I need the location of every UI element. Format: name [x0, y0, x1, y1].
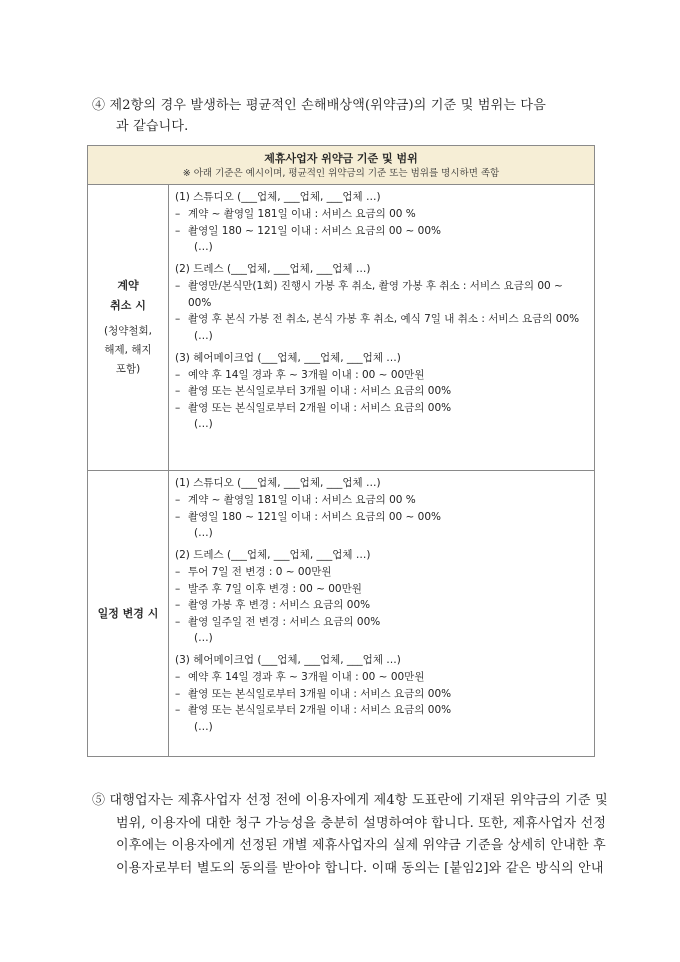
- dash-bullet-icon: –: [175, 280, 181, 292]
- penalty-item-text: 계약 ~ 촬영일 181일 이내 : 서비스 요금의 00 %: [188, 208, 416, 220]
- row-content-reschedule: [169, 471, 595, 757]
- penalty-item-text: 촬영 또는 본식일로부터 3개월 이내 : 서비스 요금의 00%: [188, 687, 452, 700]
- penalty-item-text: 예약 후 14일 경과 후 ~ 3개월 이내 : 00 ~ 00만원: [188, 368, 425, 381]
- row-label-cancel: [88, 185, 169, 471]
- dash-bullet-icon: –: [175, 599, 181, 611]
- dash-bullet-icon: –: [175, 368, 181, 381]
- dash-bullet-icon: –: [175, 401, 181, 414]
- dash-bullet-icon: –: [175, 704, 181, 716]
- vendor-section-title: (3) 헤어메이크업 (___업체, ___업체, ___업체 …): [175, 351, 401, 364]
- penalty-item-text: 촬영 일주일 전 변경 : 서비스 요금의 00%: [188, 615, 381, 628]
- dash-bullet-icon: –: [175, 615, 181, 628]
- ellipsis-note: (…): [194, 720, 213, 733]
- ellipsis-note: (…): [194, 241, 213, 253]
- penalty-table: [87, 145, 595, 757]
- vendor-section: [175, 189, 588, 255]
- penalty-item-text: 촬영 또는 본식일로부터 2개월 이내 : 서비스 요금의 00%: [188, 704, 452, 716]
- row-content-cancel: [169, 185, 595, 471]
- table-header: [88, 146, 595, 185]
- ellipsis-note: (…): [194, 632, 213, 644]
- dash-bullet-icon: –: [175, 313, 181, 325]
- penalty-item-text: 예약 후 14일 경과 후 ~ 3개월 이내 : 00 ~ 00만원: [188, 671, 425, 683]
- vendor-section: [175, 350, 588, 433]
- table-row: [88, 185, 595, 471]
- vendor-section: [175, 652, 588, 735]
- penalty-item: [175, 206, 588, 223]
- dash-bullet-icon: –: [175, 385, 181, 397]
- penalty-item-text: 투어 7일 전 변경 : 0 ~ 00만원: [188, 566, 332, 578]
- ellipsis-note: (…): [194, 418, 213, 430]
- vendor-section-title: (3) 헤어메이크업 (___업체, ___업체, ___업체 …): [175, 654, 401, 666]
- penalty-item: [175, 311, 588, 328]
- vendor-section-title: (1) 스튜디오 (___업체, ___업체, ___업체 …): [175, 191, 381, 203]
- penalty-item: [175, 223, 588, 240]
- paragraph-5-line: 범위, 이용자에 대한 청구 가능성을 충분히 설명하여야 합니다. 또한, 제휴사업자 선정: [116, 815, 607, 831]
- penalty-item: [175, 686, 588, 703]
- paragraph-4-line: 과 같습니다.: [116, 119, 189, 134]
- penalty-item-text: 촬영 후 본식 가봉 전 취소, 본식 가봉 후 취소, 예식 7일 내 취소 : 서비스 요금의 00%: [188, 313, 580, 325]
- row-label-main: 일정 변경 시: [97, 606, 159, 620]
- dash-bullet-icon: –: [175, 494, 181, 506]
- paragraph-4-line: ④ 제2항의 경우 발생하는 평균적인 손해배상액(위약금)의 기준 및 범위는 다음: [92, 98, 546, 113]
- penalty-item-text: 계약 ~ 촬영일 181일 이내 : 서비스 요금의 00 %: [188, 494, 416, 506]
- vendor-section-title: (2) 드레스 (___업체, ___업체, ___업체 …): [175, 263, 371, 275]
- penalty-item-text: 발주 후 7일 이후 변경 : 00 ~ 00만원: [188, 582, 362, 595]
- penalty-item: [175, 597, 588, 614]
- paragraph-5-line: 이용자로부터 별도의 동의를 받아야 합니다. 이때 동의는 [붙임2]와 같은 방식의 안내: [116, 860, 604, 876]
- paragraph-4: [92, 95, 612, 137]
- dash-bullet-icon: –: [175, 208, 181, 220]
- table-note: ※ 아래 기준은 예시이며, 평균적인 위약금의 기준 또는 범위를 명시하면 족함: [182, 168, 500, 179]
- penalty-item-text: 촬영일 180 ~ 121일 이내 : 서비스 요금의 00 ~ 00%: [188, 224, 442, 237]
- penalty-item: [175, 400, 588, 417]
- dash-bullet-icon: –: [175, 510, 181, 523]
- ellipsis-note: (…): [194, 527, 213, 539]
- dash-bullet-icon: –: [175, 687, 181, 700]
- penalty-item: [175, 492, 588, 509]
- vendor-section: [175, 475, 588, 541]
- vendor-section: [175, 261, 588, 344]
- dash-bullet-icon: –: [175, 671, 181, 683]
- penalty-item-text: 촬영만/본식만(1회) 진행시 가봉 후 취소, 촬영 가봉 후 취소 : 서비스 요금의 00 ~ 00%: [188, 280, 563, 309]
- dash-bullet-icon: –: [175, 224, 181, 237]
- penalty-item-text: 촬영 가봉 후 변경 : 서비스 요금의 00%: [188, 599, 371, 611]
- ellipsis-note: (…): [194, 329, 213, 342]
- dash-bullet-icon: –: [175, 582, 181, 595]
- paragraph-5-line: 이후에는 이용자에게 선정된 개별 제휴사업자의 실제 위약금 기준을 상세히 안내한 후: [116, 838, 606, 853]
- penalty-item: [175, 509, 588, 526]
- row-label-sub: (청약철회, 해제, 해지 포함): [103, 325, 152, 375]
- penalty-item: [175, 702, 588, 719]
- table-title: 제휴사업자 위약금 기준 및 범위: [264, 152, 418, 165]
- dash-bullet-icon: –: [175, 566, 181, 578]
- vendor-section-title: (1) 스튜디오 (___업체, ___업체, ___업체 …): [175, 477, 381, 489]
- table-row: [88, 471, 595, 757]
- penalty-item: [175, 367, 588, 384]
- penalty-item-text: 촬영 또는 본식일로부터 2개월 이내 : 서비스 요금의 00%: [188, 401, 452, 414]
- paragraph-5-line: ⑤ 대행업자는 제휴사업자 선정 전에 이용자에게 제4항 도표란에 기재된 위약금의 기준 및: [92, 793, 608, 808]
- penalty-item: [175, 383, 588, 400]
- vendor-section-title: (2) 드레스 (___업체, ___업체, ___업체 …): [175, 549, 371, 561]
- penalty-item: [175, 614, 588, 631]
- penalty-item: [175, 669, 588, 686]
- penalty-item-text: 촬영 또는 본식일로부터 3개월 이내 : 서비스 요금의 00%: [188, 385, 452, 397]
- penalty-item: [175, 278, 588, 311]
- paragraph-5: [92, 790, 612, 880]
- vendor-section: [175, 547, 588, 646]
- penalty-item: [175, 581, 588, 598]
- row-label-main: 계약 취소 시: [110, 279, 146, 312]
- row-label-reschedule: [88, 471, 169, 757]
- penalty-item-text: 촬영일 180 ~ 121일 이내 : 서비스 요금의 00 ~ 00%: [188, 510, 442, 523]
- penalty-item: [175, 564, 588, 581]
